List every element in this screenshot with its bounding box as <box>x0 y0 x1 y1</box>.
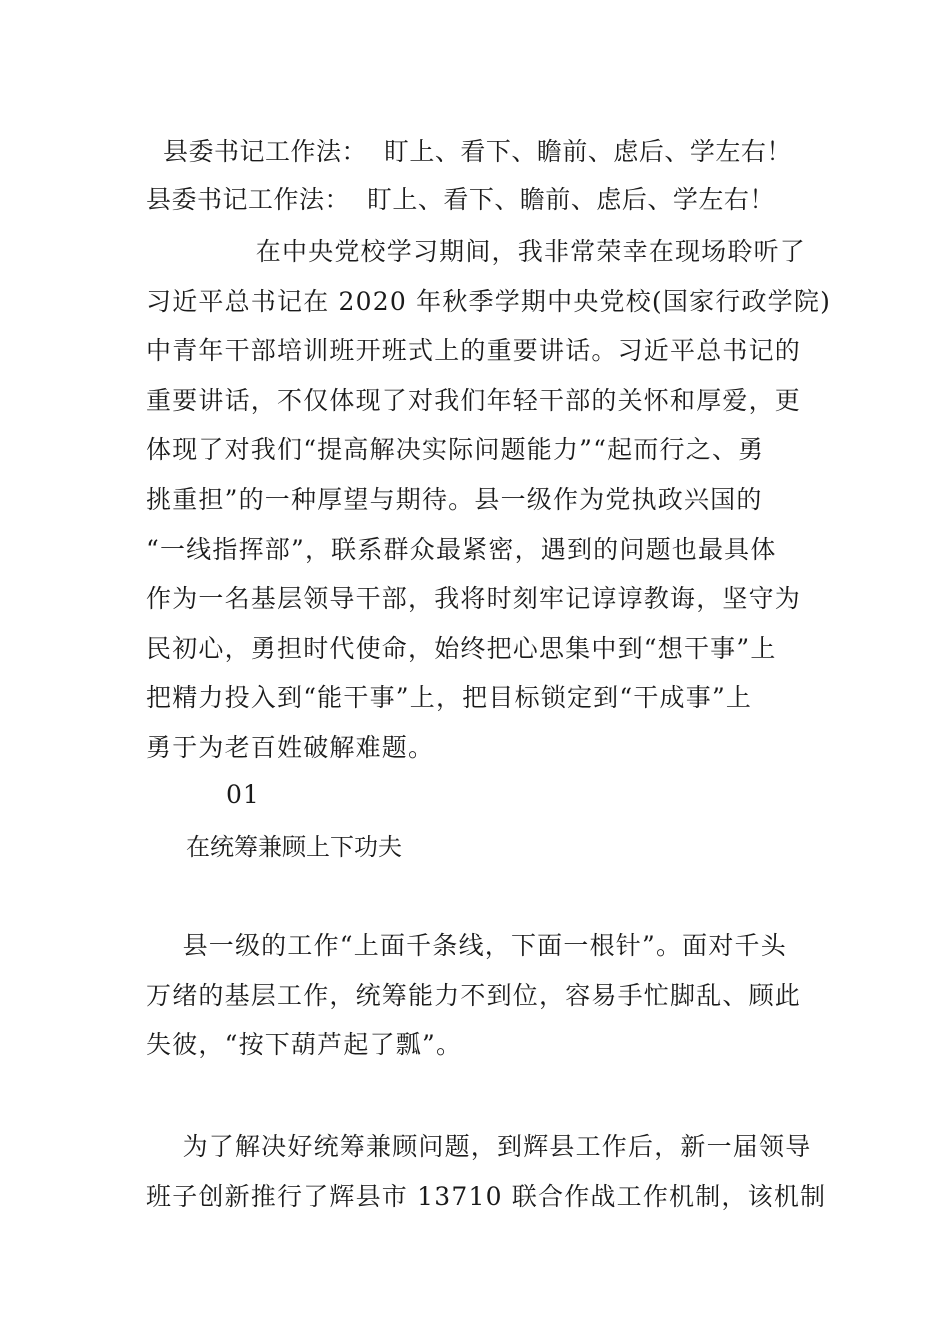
text-line: 在中央党校学习期间，我非常荣幸在现场聆听了 <box>146 237 806 266</box>
document-title-repeat: 县委书记工作法： 盯上、看下、瞻前、虑后、学左右！ <box>146 185 775 214</box>
text-line: 习近平总书记在 2020 年秋季学期中央党校(国家行政学院) <box>146 286 832 316</box>
text-line: 班子创新推行了辉县市 13710 联合作战工作机制，该机制 <box>146 1181 827 1211</box>
text-line: 把精力投入到“能干事”上，把目标锁定到“干成事”上 <box>146 683 753 713</box>
section-heading: 在统筹兼顾上下功夫 <box>186 833 402 861</box>
text-line: 重要讲话，不仅体现了对我们年轻干部的关怀和厚爱，更 <box>146 385 802 415</box>
body-paragraph <box>146 1122 827 1221</box>
text-line: 作为一名基层领导干部，我将时刻牢记谆谆教诲，坚守为 <box>146 584 802 614</box>
text-line: “一线指挥部”，联系群众最紧密，遇到的问题也最具体 <box>146 534 777 564</box>
text-line: 挑重担”的一种厚望与期待。县一级作为党执政兴国的 <box>146 484 763 514</box>
document-title: 县委书记工作法： 盯上、看下、瞻前、虑后、学左右！ <box>163 137 792 166</box>
text-line: 勇于为老百姓破解难题。 <box>146 732 435 762</box>
text-line: 民初心，勇担时代使命，始终把心思集中到“想干事”上 <box>146 633 777 663</box>
text-line: 为了解决好统筹兼顾问题，到辉县工作后，新一届领导 <box>146 1132 812 1161</box>
section-number: 01 <box>226 780 260 809</box>
body-paragraph <box>146 921 810 1070</box>
text-line: 体现了对我们“提高解决实际问题能力”“起而行之、勇 <box>146 435 765 465</box>
text-line: 中青年干部培训班开班式上的重要讲话。习近平总书记的 <box>146 336 802 366</box>
text-line: 万绪的基层工作，统筹能力不到位，容易手忙脚乱、顾此 <box>146 980 802 1010</box>
text-line: 县一级的工作“上面千条线，下面一根针”。面对千头 <box>146 931 787 960</box>
intro-paragraph <box>146 227 832 773</box>
text-line: 失彼，“按下葫芦起了瓢”。 <box>146 1030 463 1060</box>
